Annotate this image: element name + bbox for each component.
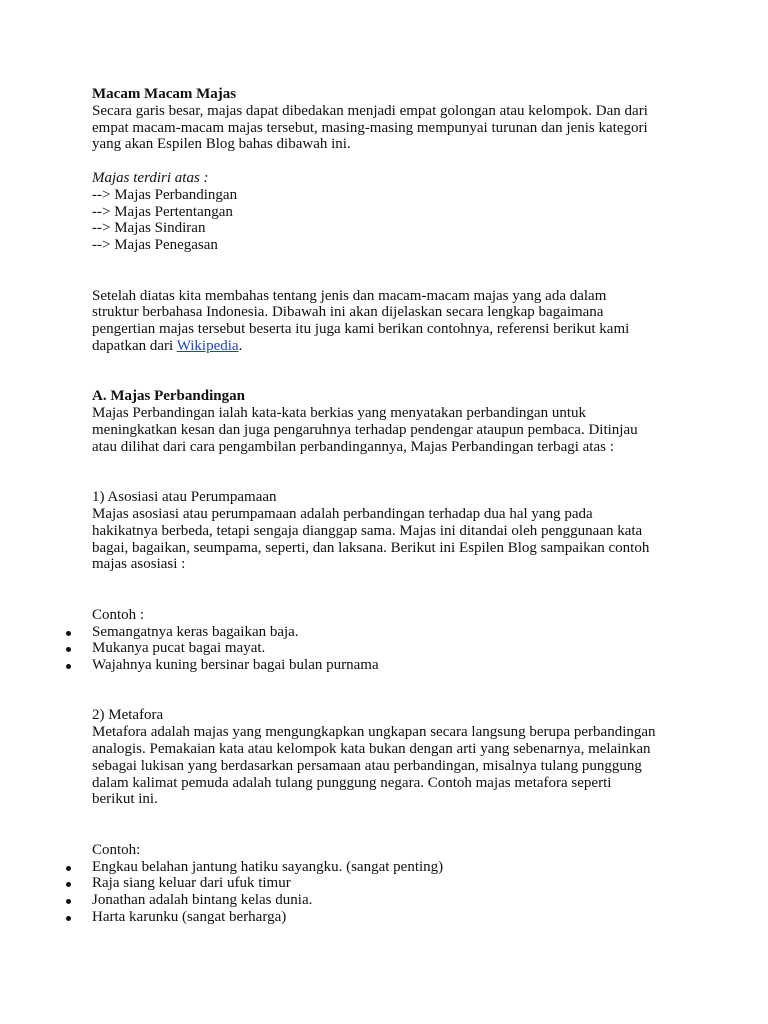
list-item-text: Wajahnya kuning bersinar bagai bulan purnama (92, 657, 379, 674)
wikipedia-link[interactable]: Wikipedia (176, 337, 239, 354)
section-a-line: Majas Perbandingan ialah kata-kata berkias yang menyatakan perbandingan untuk (92, 405, 586, 422)
explanation-line (92, 338, 692, 355)
bullet-icon (66, 631, 71, 636)
list-item-text: Jonathan adalah bintang kelas dunia. (92, 892, 313, 909)
type-item: --> Majas Pertentangan (92, 203, 233, 220)
type-item: --> Majas Perbandingan (92, 186, 238, 203)
bullet-icon (66, 899, 71, 904)
list-item (92, 859, 692, 876)
types-heading: Majas terdiri atas : (92, 169, 209, 186)
paragraph-gap (92, 808, 692, 842)
list-item-text: Mukanya pucat bagai mayat. (92, 640, 266, 657)
paragraph-gap (92, 254, 692, 288)
sub2-line: berikut ini. (92, 791, 158, 808)
list-item (92, 909, 692, 926)
type-item: --> Majas Penegasan (92, 237, 218, 254)
sub2-example-label: Contoh: (92, 841, 141, 858)
explanation-last-prefix: dapatkan dari (92, 337, 177, 354)
section-a-line: atau dilihat dari cara pengambilan perbandingannya, Majas Perbandingan terbagi atas : (92, 438, 614, 455)
bullet-icon (66, 882, 71, 887)
intro-line: empat macam-macam majas tersebut, masing-masing mempunyai turunan dan jenis kategori (92, 119, 648, 136)
sub1-line: majas asosiasi : (92, 556, 186, 573)
bullet-icon (66, 647, 71, 652)
document-heading: Macam Macam Majas (92, 86, 237, 102)
sub2-line: Metafora adalah majas yang mengungkapkan ungkapan secara langsung berupa perbandingan (92, 724, 656, 741)
sub1-line: bagai, bagaikan, seumpama, seperti, dan laksana. Berikut ini Espilen Blog sampaikan contoh (92, 539, 650, 556)
sub2-line: dalam kalimat pemuda adalah tulang punggung negara. Contoh majas metafora seperti (92, 774, 612, 791)
paragraph-gap (92, 456, 692, 490)
document-page (92, 86, 692, 926)
section-a-heading: A. Majas Perbandingan (92, 388, 245, 405)
list-item (92, 892, 692, 909)
sub2-heading: 2) Metafora (92, 707, 164, 724)
intro-line: yang akan Espilen Blog bahas dibawah ini. (92, 136, 351, 153)
paragraph-gap (92, 355, 692, 389)
sub2-line: sebagai lukisan yang berdasarkan persamaan atau perbandingan, misalnya tulang punggung (92, 757, 642, 774)
intro-line: Secara garis besar, majas dapat dibedakan menjadi empat golongan atau kelompok. Dan dari (92, 102, 648, 119)
bullet-icon (66, 866, 71, 871)
bullet-icon (66, 664, 71, 669)
sub2-example-list (92, 859, 692, 926)
list-item (92, 657, 692, 674)
list-item-text: Raja siang keluar dari ufuk timur (92, 875, 291, 892)
list-item-text: Harta karunku (sangat berharga) (92, 909, 287, 926)
sub1-example-list (92, 624, 692, 674)
sub2-line: analogis. Pemakaian kata atau kelompok kata bukan dengan arti yang sebenarnya, melainkan (92, 741, 651, 758)
paragraph-gap (92, 153, 692, 170)
type-item: --> Majas Sindiran (92, 220, 206, 237)
explanation-line: pengertian majas tersebut beserta itu juga kami berikan contohnya, referensi berikut kami (92, 321, 630, 338)
explanation-line: struktur berbahasa Indonesia. Dibawah ini akan dijelaskan secara lengkap bagaimana (92, 304, 604, 321)
sub1-line: hakikatnya berbeda, tetapi sengaja dianggap sama. Majas ini ditandai oleh penggunaan kata (92, 522, 643, 539)
sub1-line: Majas asosiasi atau perumpamaan adalah perbandingan terhadap dua hal yang pada (92, 505, 593, 522)
explanation-line: Setelah diatas kita membahas tentang jenis dan macam-macam majas yang ada dalam (92, 287, 607, 304)
paragraph-gap (92, 573, 692, 607)
list-item (92, 640, 692, 657)
sub1-heading: 1) Asosiasi atau Perumpamaan (92, 489, 277, 506)
sub1-example-label: Contoh : (92, 606, 145, 623)
list-item (92, 624, 692, 641)
section-a-line: meningkatkan kesan dan juga pengaruhnya terhadap pendengar ataupun pembaca. Ditinjau (92, 421, 638, 438)
explanation-last-suffix: . (238, 337, 243, 354)
list-item-text: Semangatnya keras bagaikan baja. (92, 623, 299, 640)
bullet-icon (66, 916, 71, 921)
paragraph-gap (92, 674, 692, 708)
list-item-text: Engkau belahan jantung hatiku sayangku. (sangat penting) (92, 858, 444, 875)
list-item (92, 875, 692, 892)
